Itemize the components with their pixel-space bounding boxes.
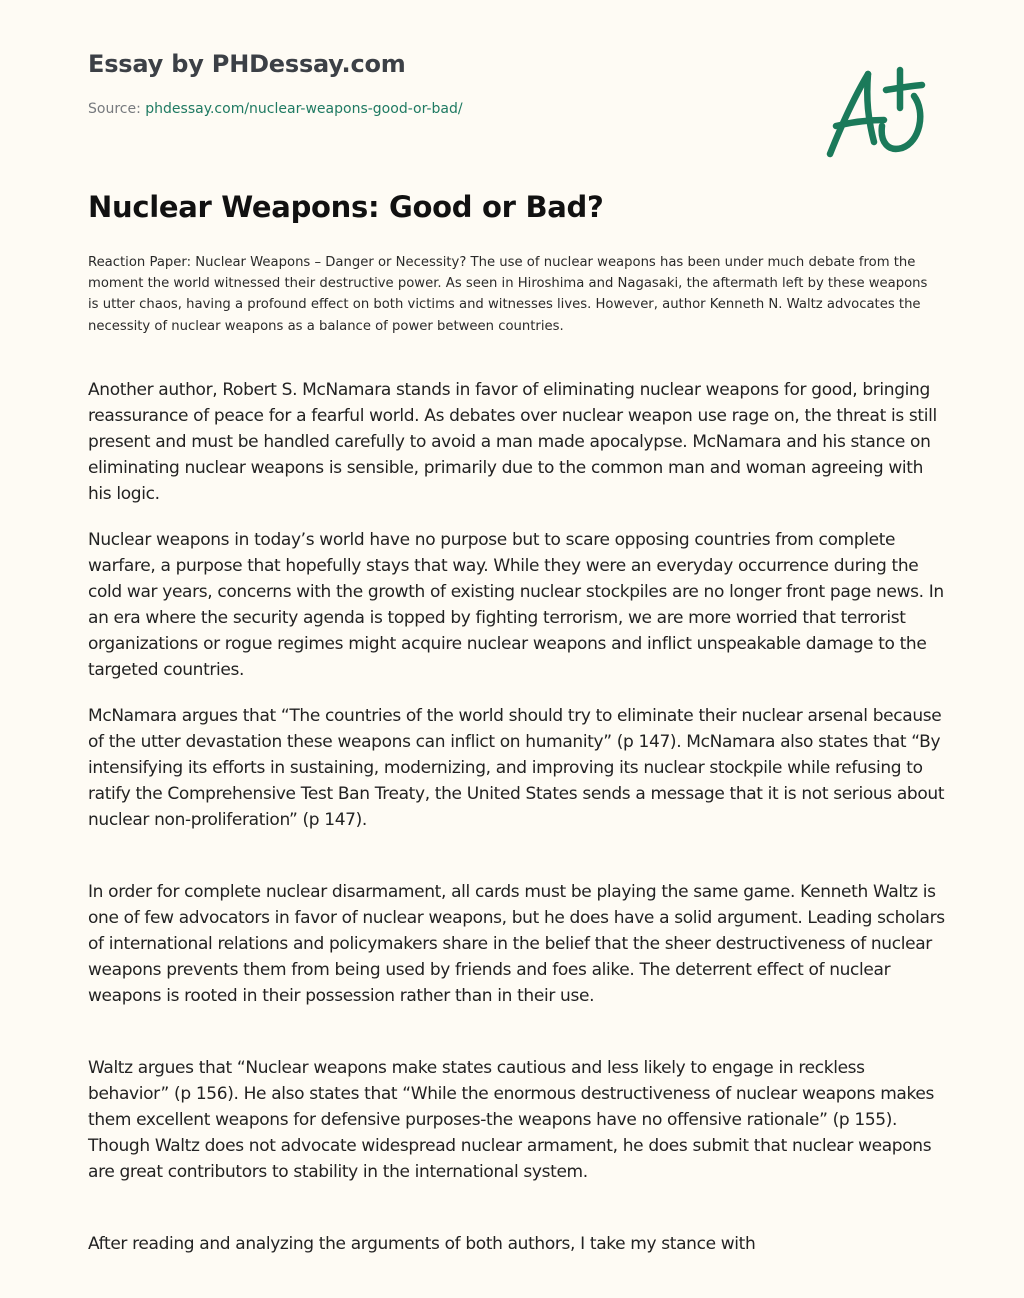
body-paragraph: Nuclear weapons in today’s world have no purpose but to scare opposing countries from complete warfare, a purpose that hopefully stays that way. While they were an everyday occurrence during the cold war years, concerns with the growth of existing nuclear stockpiles are no longer front page news. In an era where the security agenda is topped by fighting terrorism, we are more worried that terrorist organizations or rogue regimes might acquire nuclear weapons and inflict unspeakable damage to the targeted countries.	[88, 530, 944, 680]
source-line	[88, 101, 463, 117]
site-brand: Essay by PHDessay.com	[88, 50, 406, 78]
source-label: Source:	[88, 101, 146, 117]
body-paragraph-truncated: After reading and analyzing the arguments of both authors, I take my stance with	[88, 1234, 756, 1254]
body-paragraph: Another author, Robert S. McNamara stands in favor of eliminating nuclear weapons for good, bringing reassurance of peace for a fearful world. As debates over nuclear weapon use rage on, the threat is still present and must be handled carefully to avoid a man made apocalypse. McNamara and his stance on eliminating nuclear weapons is sensible, primarily due to the common man and woman agreeing with his logic.	[88, 380, 937, 504]
page-title: Nuclear Weapons: Good or Bad?	[88, 190, 604, 224]
source-link[interactable]: phdessay.com/nuclear-weapons-good-or-bad/	[145, 101, 463, 117]
body-paragraph: In order for complete nuclear disarmament, all cards must be playing the same game. Kenneth Waltz is one of few advocators in favor of nuclear weapons, but he does have a solid argument. Leading scholars of international relations and policymakers share in the belief that the sheer destructiveness of nuclear weapons prevents them from being used by friends and foes alike. The deterrent effect of nuclear weapons is rooted in their possession rather than in their use.	[88, 882, 945, 1006]
lead-paragraph: Reaction Paper: Nuclear Weapons – Danger or Necessity? The use of nuclear weapons has been under much debate from the moment the world witnessed their destructive power. As seen in Hiroshima and Nagasaki, the aftermath left by these weapons is utter chaos, having a profound effect on both victims and witnesses lives. However, author Kenneth N. Waltz advocates the necessity of nuclear weapons as a balance of power between countries.	[88, 255, 928, 334]
body-paragraph: McNamara argues that “The countries of the world should try to eliminate their nuclear arsenal because of the utter devastation these weapons can inflict on humanity” (p 147). McNamara also states that “By intensifying its efforts in sustaining, modernizing, and improving its nuclear stockpile while refusing to ratify the Comprehensive Test Ban Treaty, the United States sends a message that it is not serious about nuclear non-proliferation” (p 147).	[88, 706, 945, 830]
a-plus-grade-icon	[822, 64, 930, 162]
body-paragraph: Waltz argues that “Nuclear weapons make states cautious and less likely to engage in reckless behavior” (p 156). He also states that “While the enormous destructiveness of nuclear weapons makes them excellent weapons for defensive purposes-the weapons have no offensive rationale” (p 155). Though Waltz does not advocate widespread nuclear armament, he does submit that nuclear weapons are great contributors to stability in the international system.	[88, 1058, 934, 1182]
